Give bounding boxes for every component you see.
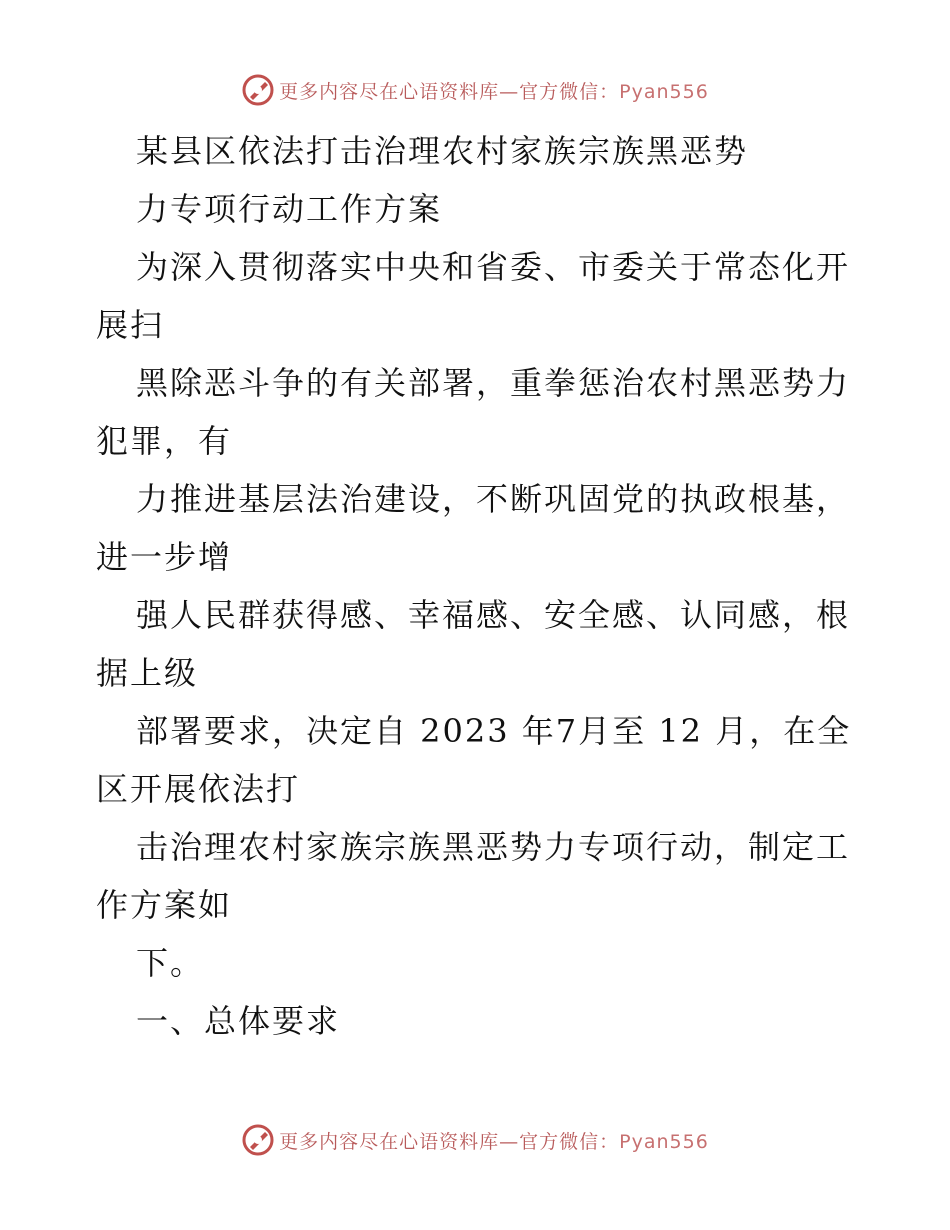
text-line: 为深入贯彻落实中央和省委、市委关于常态化开 — [136, 248, 851, 286]
text-line: 进一步增 — [96, 538, 233, 576]
text-line: 某县区依法打击治理农村家族宗族黑恶势 — [136, 132, 749, 170]
text-line: 据上级 — [96, 654, 199, 692]
text-line: 展扫 — [96, 306, 165, 344]
footer-watermark — [0, 1120, 950, 1160]
pen-logo-icon — [241, 73, 275, 107]
text-line: 黑除恶斗争的有关部署，重拳惩治农村黑恶势力 — [136, 364, 851, 402]
text-line: 区开展依法打 — [96, 770, 301, 808]
text-line: 力推进基层法治建设，不断巩固党的执政根基， — [136, 480, 851, 518]
text-line: 犯罪，有 — [96, 422, 233, 460]
watermark-text: 更多内容尽在心语资料库—官方微信：Pyan556 — [279, 80, 709, 103]
text-line: 击治理农村家族宗族黑恶势力专项行动，制定工 — [136, 828, 851, 866]
text-line: 部署要求，决定自 2023 年7月至 12 月，在全 — [136, 712, 852, 750]
text-line: 一、总体要求 — [136, 1002, 341, 1040]
text-line: 强人民群获得感、幸福感、安全感、认同感，根 — [136, 596, 851, 634]
document-body — [96, 122, 856, 1050]
watermark-text: 更多内容尽在心语资料库—官方微信：Pyan556 — [279, 1130, 709, 1153]
text-line: 下。 — [136, 944, 205, 982]
text-line: 力专项行动工作方案 — [136, 190, 443, 228]
text-line: 作方案如 — [96, 886, 233, 924]
pen-logo-icon — [241, 1123, 275, 1157]
header-watermark — [0, 70, 950, 110]
